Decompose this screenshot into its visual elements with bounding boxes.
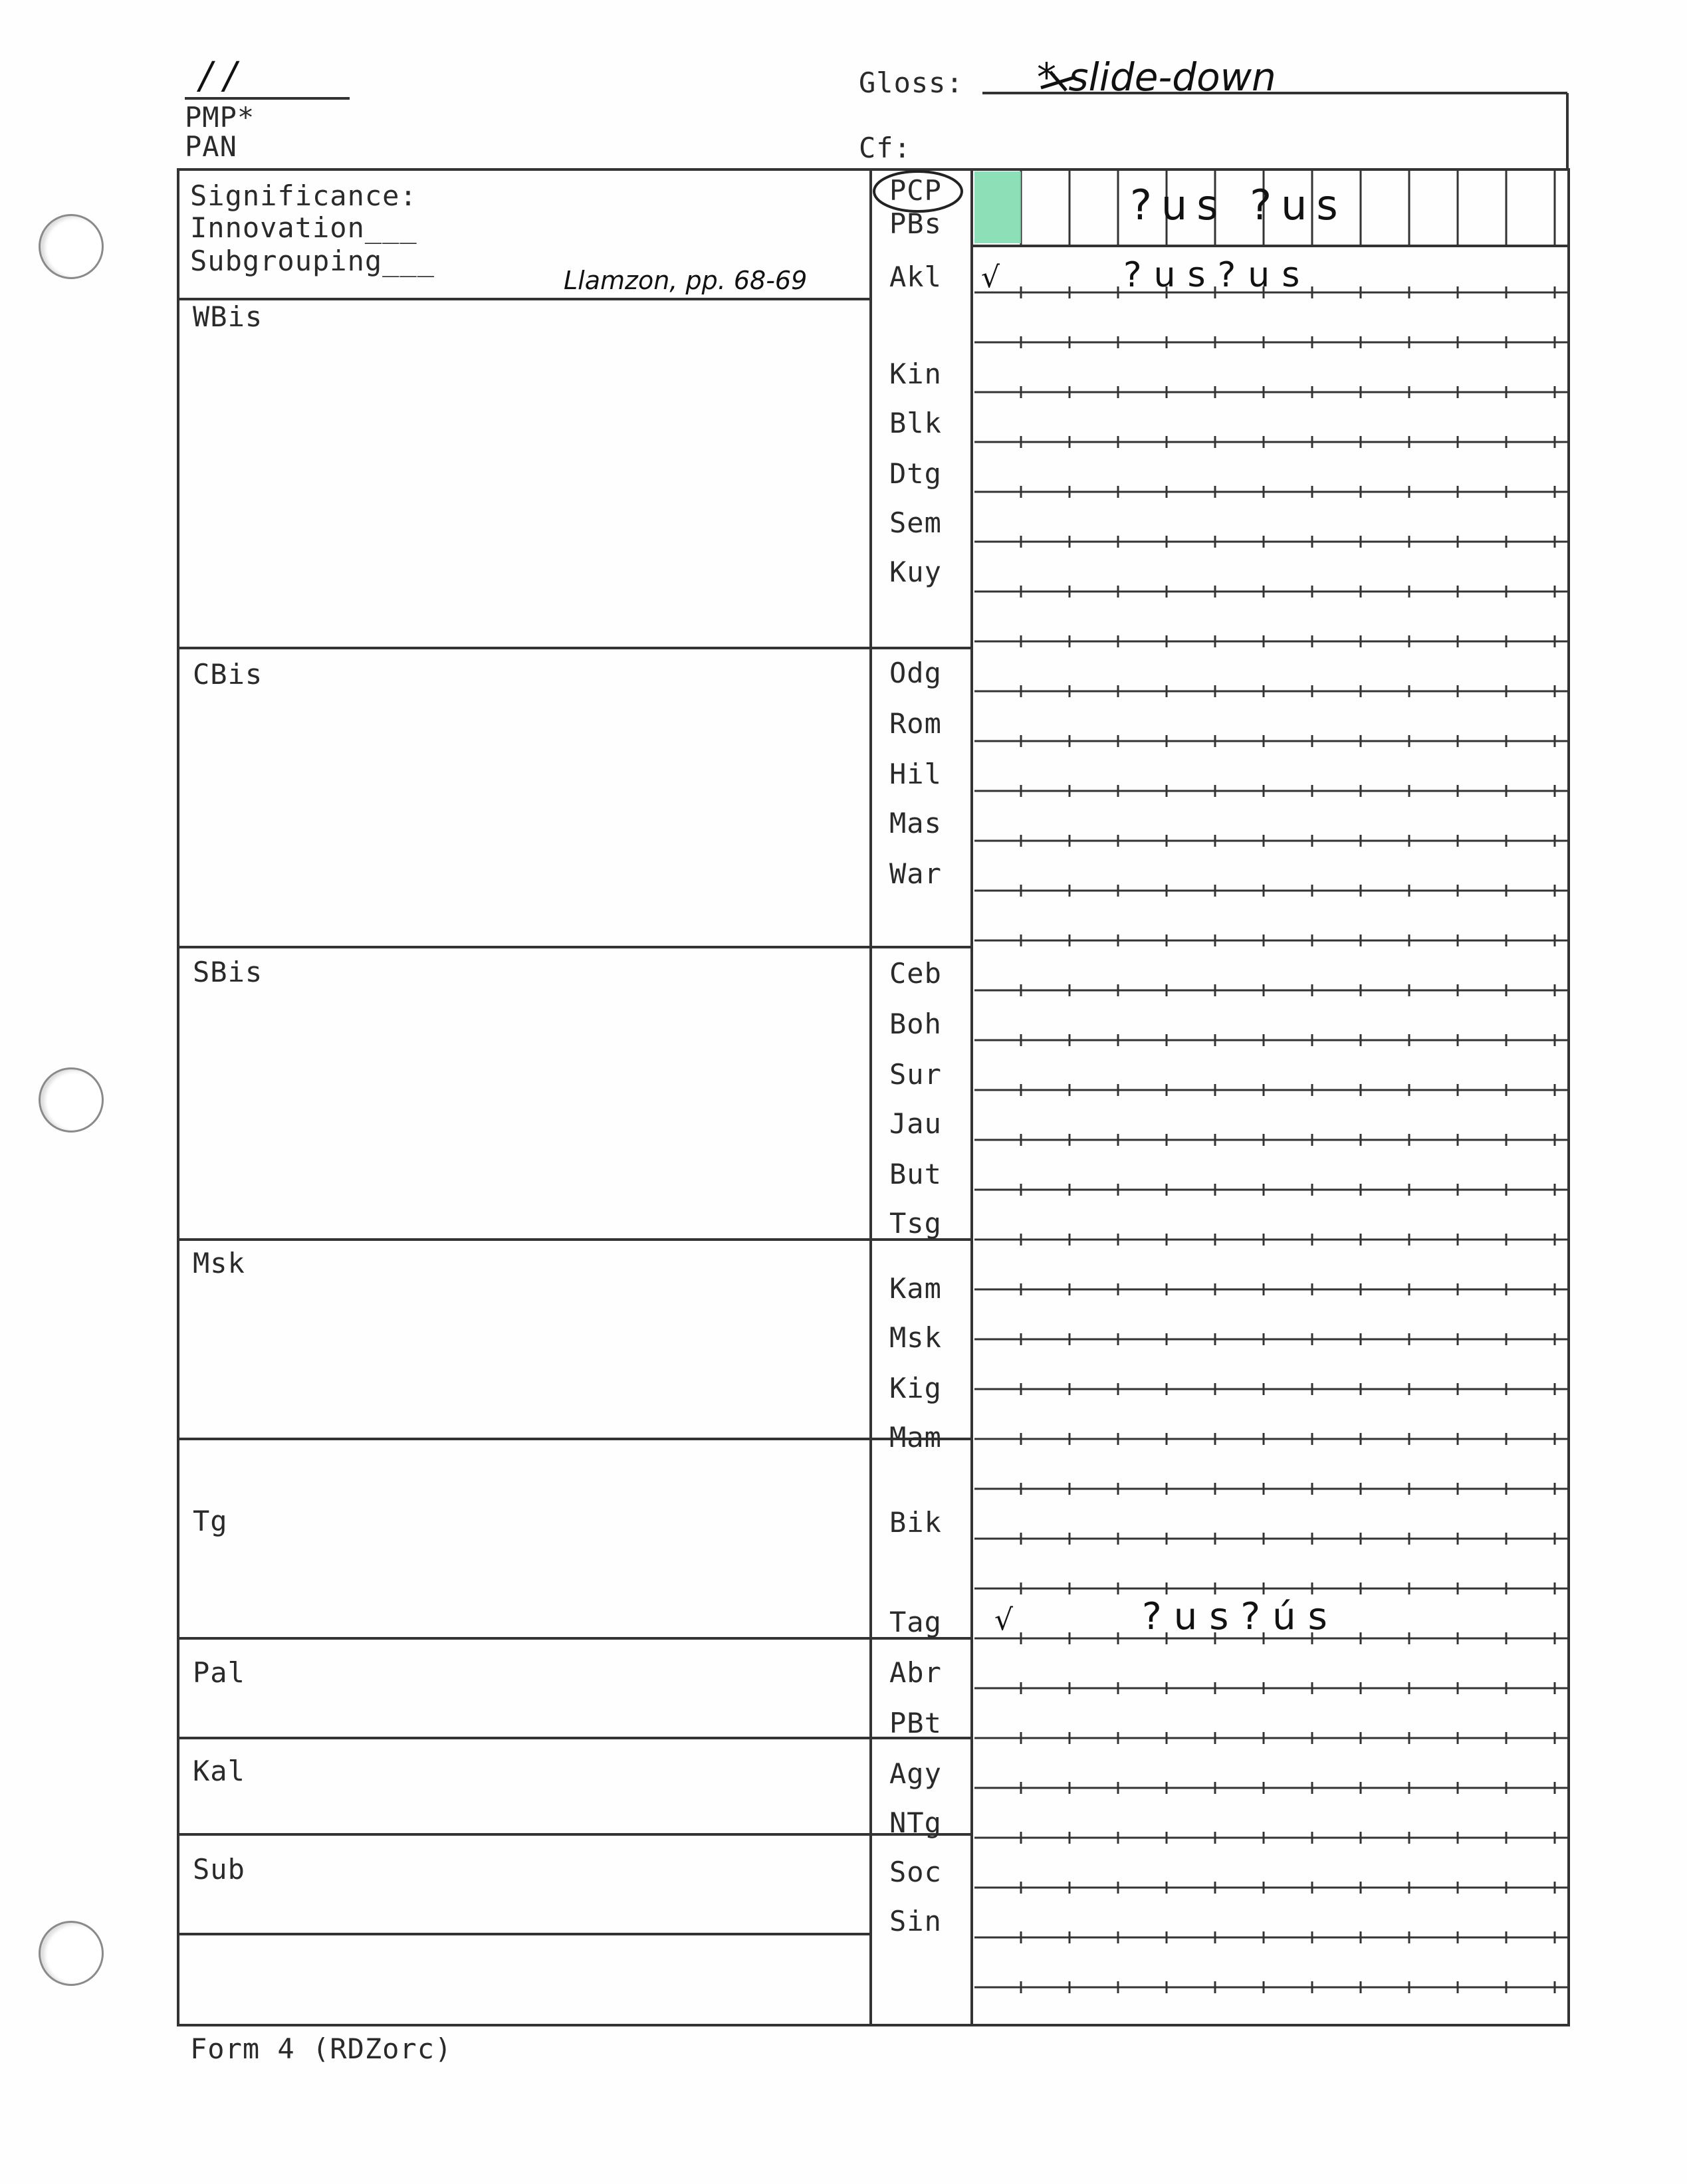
section-pal: Pal [193, 1656, 245, 1689]
section-msk: Msk [193, 1247, 245, 1279]
language-mam: Mam [889, 1421, 942, 1454]
language-sin: Sin [889, 1905, 942, 1937]
language-boh: Boh [889, 1008, 942, 1040]
language-soc: Soc [889, 1856, 942, 1888]
section-cbis: CBis [193, 658, 263, 691]
language-kin: Kin [889, 358, 942, 390]
language-dtg: Dtg [889, 457, 942, 490]
cf-label: Cf: [859, 132, 911, 164]
language-msk: Msk [889, 1321, 942, 1354]
reference-note: Llamzon, pp. 68-69 [564, 266, 808, 295]
section-wbis: WBis [193, 300, 263, 333]
language-kam: Kam [889, 1272, 942, 1305]
gloss-label: Gloss: [859, 66, 964, 99]
language-abr: Abr [889, 1656, 942, 1689]
language-mas: Mas [889, 807, 942, 839]
section-tg: Tg [193, 1505, 228, 1537]
language-ceb: Ceb [889, 957, 942, 990]
language-pcp: PCP [889, 174, 942, 207]
language-sur: Sur [889, 1058, 942, 1091]
highlight-mark [974, 171, 1021, 243]
language-sem: Sem [889, 506, 942, 539]
language-kuy: Kuy [889, 556, 942, 588]
language-but: But [889, 1158, 942, 1190]
section-kal: Kal [193, 1755, 245, 1787]
akl-entry: ?us?us [1123, 255, 1312, 295]
section-sub: Sub [193, 1853, 245, 1886]
tag-entry: ?us?ús [1142, 1595, 1339, 1638]
form-footer: Form 4 (RDZorc) [190, 2032, 453, 2065]
language-odg: Odg [889, 657, 942, 689]
language-akl: Akl [889, 261, 942, 293]
language-blk: Blk [889, 407, 942, 439]
language-pbt: PBt [889, 1707, 942, 1739]
pmp-label: PMP* [185, 101, 255, 134]
significance-title: Significance: [190, 179, 417, 212]
subgrouping-label: Subgrouping___ [190, 245, 435, 277]
akl-check: √ [981, 261, 1000, 294]
language-tag: Tag [889, 1606, 942, 1638]
language-kig: Kig [889, 1372, 942, 1404]
language-war: War [889, 857, 942, 890]
date-mark: / / [199, 55, 237, 98]
section-sbis: SBis [193, 956, 263, 988]
language-rom: Rom [889, 707, 942, 740]
language-pbs: PBs [889, 207, 942, 240]
pan-label: PAN [185, 130, 237, 163]
innovation-label: Innovation___ [190, 211, 417, 244]
language-ntg: NTg [889, 1806, 942, 1839]
language-bik: Bik [889, 1506, 942, 1539]
language-agy: Agy [889, 1757, 942, 1790]
language-jau: Jau [889, 1107, 942, 1140]
pbs-entry: ?us ?us [1130, 181, 1347, 229]
language-tsg: Tsg [889, 1207, 942, 1240]
language-hil: Hil [889, 758, 942, 790]
gloss-value: * slide-down [1037, 55, 1276, 100]
tag-check: √ [994, 1603, 1014, 1637]
